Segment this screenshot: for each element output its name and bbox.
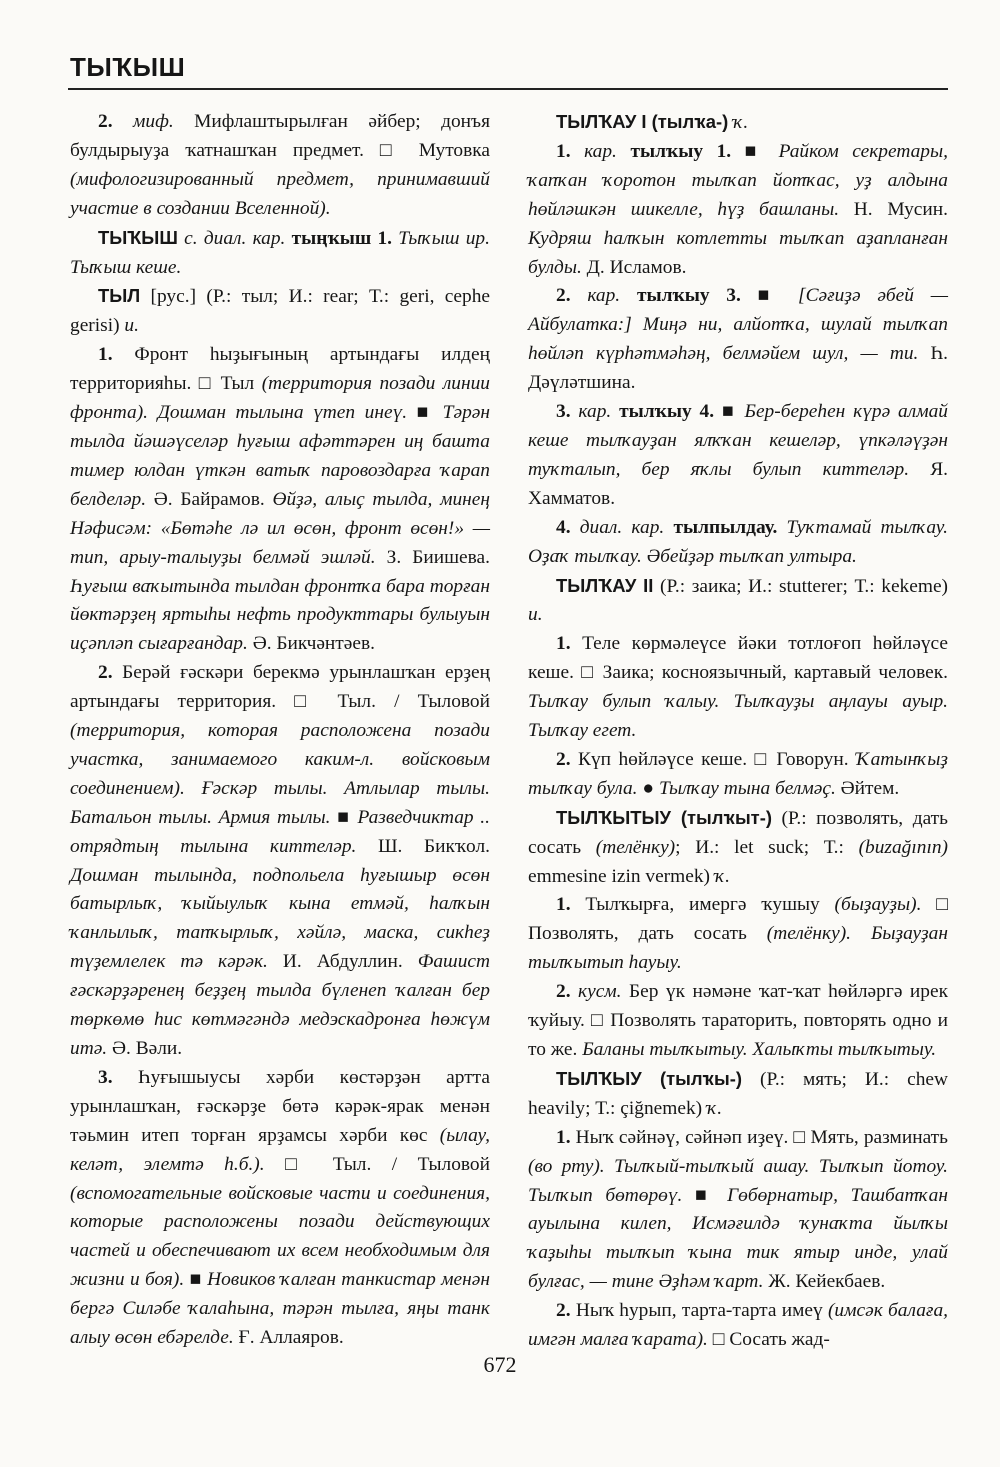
entry-paragraph: ТЫЛҠАУ II (Р.: заика; И.: stutterer; Т.: kekeme) и. (528, 574, 949, 626)
entry-paragraph: 1. кар. тылҡыу 1. ■ Райком секретары, ҡапҡан ҡоротон тылҡап йотҡас, уҙ алдына һөйләшкән шикелле, һүҙ башланы. Н. Мусин. Кудряш һалҡын котлетты тылҡап аҙапланған булды. Д. Исламов. (528, 140, 948, 278)
right-column (528, 108, 948, 1355)
entry-paragraph: 2. кусм. Бер үк нәмәне ҡат-ҡат һөйләргә ирек ҡуйыу. □ Позволять тараторить, повторять одно и то же. Баланы тылҡытыу. Халыҡты тылҡытыу. (528, 981, 948, 1060)
header-rule (68, 88, 948, 90)
entry-paragraph: 2. кар. тылҡыу 3. ■ [Сәғиҙә әбей — Айбулатка:] Миңә ни, алйотҡа, шулай тылҡап һөйләп күрһәтмәһәң, белмәйем шул, — ти. Һ. Дәүләтшина. (528, 285, 948, 394)
entry-paragraph: ТЫҠЫШ с. диал. кар. тыңҡыш 1. Тыҡыш ир. Тыҡыш кеше. (70, 226, 490, 278)
entry-paragraph: ТЫЛҠАУ I (тылҡа-) ҡ. (556, 111, 749, 133)
entry-paragraph: 2. миф. Мифлаштырылған әйбер; донъя булдырыуҙа ҡатнашҡан предмет. □ Мутовка (мифологизированный предмет, принимавший участие в создании Вселенной). (70, 111, 490, 219)
page-number: 672 (483, 1352, 517, 1377)
entry-paragraph: 1. Теле көрмәлеүсе йәки тотлоғоп һөйләүсе кеше. □ Заика; косноязычный, картавый человек. Тылҡау булып ҡалыу. Тылҡауҙы аңлауы ауыр. Тылҡау егет. (528, 633, 948, 742)
entry-paragraph: ТЫЛ [рус.] (Р.: тыл; И.: rear; Т.: geri, cephe gerisi) и. (70, 285, 490, 337)
entry-paragraph: 2. Ныҡ һурып, тарта-тарта имеү (имсәк балаға, имгән малға ҡарата). □ Сосать жад- (528, 1300, 948, 1351)
entry-paragraph: ТЫЛҠЫУ (тылҡы-) (Р.: мять; И.: chew heavily; Т.: çiğnemek) ҡ. (528, 1067, 948, 1119)
running-head: ТЫҠЫШ (70, 52, 186, 82)
entry-paragraph: 3. кар. тылҡыу 4. ■ Бер-береһен күрә алмай кеше тылҡауҙан ялҡҡан кешеләр, үпкәләүҙән туҡталып, бер яҡлы булып киттеләр. Я. Хамматов. (528, 401, 948, 509)
entry-paragraph: 2. Күп һөйләүсе кеше. □ Говорун. Ҡатынҡыҙ тылҡау була. ● Тылҡау тына белмәҫ. Әйтем. (528, 748, 948, 799)
entry-paragraph: 1. Тылҡырға, имергә ҡушыу (быҙауҙы). □ Позволять, дать сосать (телёнку). Быҙауҙан тылҡытып һауыу. (528, 894, 949, 974)
entry-paragraph: 2. Берәй ғәскәри берекмә урынлашҡан ерҙең артындағы территория. □ Тыл. / Тыловой (территория, которая расположена позади участка, занимаемого каким-л. войсковым соединением). Ғәскәр тылы. Атлылар тылы. Батальон тылы. Армия тылы. ■ Разведчиктар .. отрядтың тылына киттеләр. Ш. Бикҡол. Дошман тылында, подпольела һуғышыр өсөн батырлыҡ, ҡыйыулыҡ кына етмәй, һалҡын ҡанлылыҡ, тапҡырлыҡ, хәйлә, маска, сикһеҙ түҙемлелек тә кәрәк. И. Абдуллин. Фашист ғәскәрҙәренең беҙҙең тылда бүленеп ҡалған бер төркөмө һис көтмәгәндә медэскадронға һөжүм итә. Ә. Вәли. (70, 662, 490, 1059)
entry-paragraph: 3. Һуғышыусы хәрби көстәрҙән артта урынлашҡан, ғәскәрҙе бөтә кәрәк-ярак менән тәьмин итеп торған ярҙамсы хәрби көс (ылау, келәт, элемтә һ.б.). □ Тыл. / Тыловой (вспомогательные войсковые части и соединения, которые расположены позади действующих частей и обеспечивают их всем необходимым для жизни и боя). ■ Новиков ҡалған танкистар менән бергә Силәбе ҡалаһына, тәрән тылға, яңы танк алыу өсөн ебәрелде. Ғ. Аллаяров. (70, 1066, 490, 1349)
entry-paragraph: 4. диал. кар. тылпылдау. Туҡтамай тылҡау. Оҙаҡ тылҡау. Әбейҙәр тылҡап ултыра. (528, 516, 948, 567)
entry-paragraph: ТЫЛҠЫТЫУ (тылҡыт-) (Р.: позволять, дать сосать (телёнку); И.: let suck; Т.: (buzağının) emmesine izin vermek) ҡ. (528, 806, 948, 887)
entry-paragraph: 1. Фронт һыҙығының артындағы илдең территорияһы. □ Тыл (территория позади линии фронта). Дошман тылына үтеп инеү. ■ Тәрән тылда йәшәүселәр һуғыш афәттәрен иң башта тимер юлдан үткән ватыҡ паровоздарға ҡарап белделәр. Ә. Байрамов. Өйҙә, алыҫ тылда, минең Нәфисәм: «Бөтәһе лә ил өсөн, фронт өсөн!» — тип, арыу-талыуҙы белмәй эшләй. З. Биишева. Һуғыш ваҡытында тылдан фронтҡа бара торған йөктәрҙең яртыһы нефть продукттары булыуын иҫәпләп сығарғандар. Ә. Бикчәнтәев. (70, 344, 491, 655)
entry-paragraph: 1. Ныҡ сәйнәү, сәйнәп иҙеү. □ Мять, разминать (во рту). Тылҡый-тылҡый ашау. Тылҡып йотоу. Тылҡып бөтөрөү. ■ Гөбөрнатыр, Ташбатҡан ауылына килеп, Исмәғилдә ҡунаҡта йылҡы ҡаҙыһы тылҡып ҡына тик ятыр инде, улай булғас, — тине Әҙһәм ҡарт. Ж. Кейекбаев. (528, 1126, 948, 1293)
left-column (70, 108, 490, 1353)
